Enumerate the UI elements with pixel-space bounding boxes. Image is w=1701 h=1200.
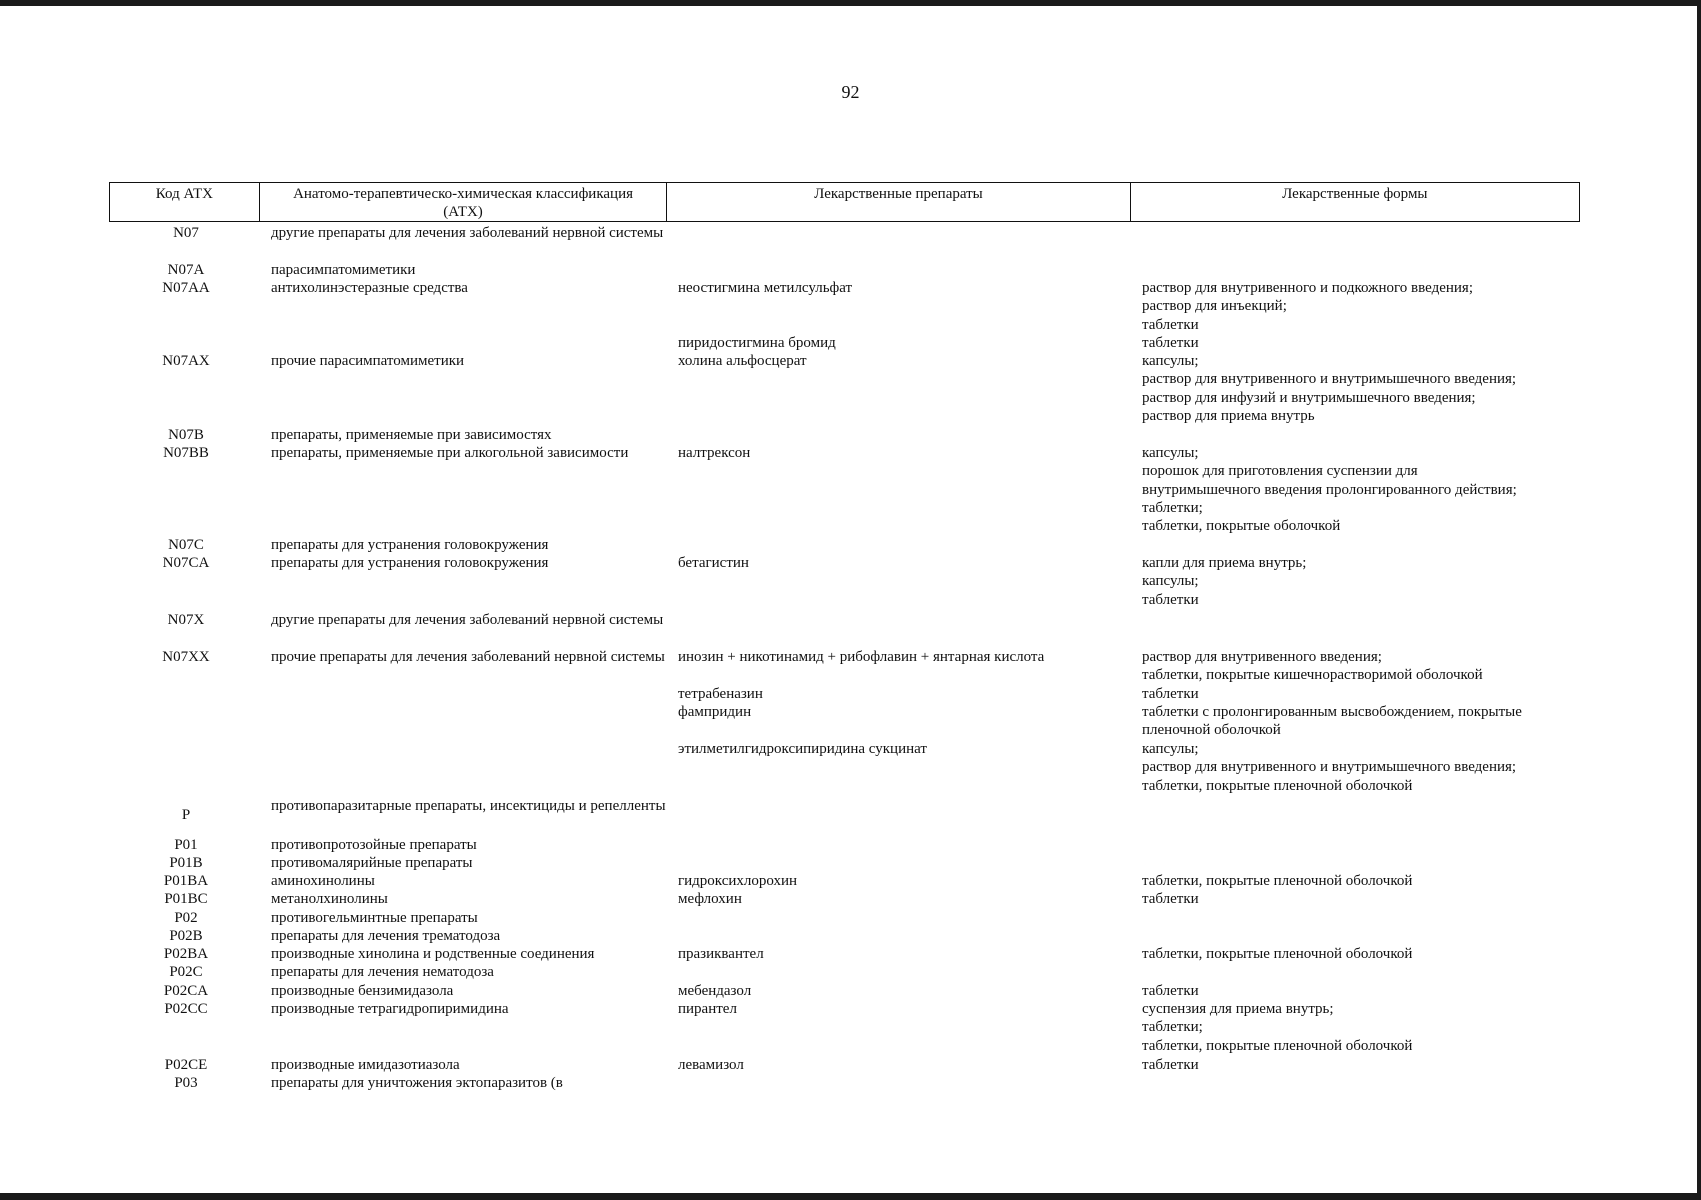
cell-drug: левамизол <box>678 1057 744 1073</box>
cell-atc-code: N07B <box>168 427 204 443</box>
cell-dosage-forms: таблетки <box>1142 983 1199 999</box>
cell-atc-classification: препараты для лечения нематодоза <box>271 964 494 980</box>
cell-atc-classification: препараты для лечения трематодоза <box>271 928 501 944</box>
cell-drug: этилметилгидроксипиридина сукцинат <box>678 741 927 757</box>
cell-atc-classification: аминохинолины <box>271 873 375 889</box>
cell-dosage-forms: суспензия для приема внутрь; таблетки; таблетки, покрытые пленочной оболочкой <box>1142 1001 1413 1054</box>
cell-dosage-forms: таблетки <box>1142 891 1199 907</box>
header-drugs: Лекарственные препараты <box>667 183 1130 221</box>
cell-atc-classification: противопаразитарные препараты, инсектициды и репелленты <box>271 798 666 814</box>
cell-atc-classification: производные бензимидазола <box>271 983 454 999</box>
cell-atc-classification: препараты, применяемые при зависимостях <box>271 427 552 443</box>
cell-atc-code: P02CC <box>164 1001 208 1017</box>
header-atc-classification: Анатомо-терапевтическо-химическая классификация (АТХ) <box>260 183 667 221</box>
cell-atc-code: P02CA <box>163 983 209 999</box>
cell-dosage-forms: таблетки, покрытые пленочной оболочкой <box>1142 946 1413 962</box>
cell-atc-code: P03 <box>174 1075 198 1091</box>
cell-atc-classification: парасимпатомиметики <box>271 262 416 278</box>
cell-drug: гидроксихлорохин <box>678 873 798 889</box>
cell-atc-code: N07A <box>167 262 205 278</box>
cell-drug: пирантел <box>678 1001 737 1017</box>
cell-atc-classification: прочие парасимпатомиметики <box>271 353 465 369</box>
header-atc-code: Код АТХ <box>110 183 260 221</box>
cell-atc-code: N07CA <box>162 555 210 571</box>
cell-atc-classification: препараты для устранения головокружения <box>271 555 549 571</box>
cell-dosage-forms: таблетки, покрытые пленочной оболочкой <box>1142 873 1413 889</box>
cell-dosage-forms: капсулы; раствор для внутривенного и внутримышечного введения; раствор для инфузий и внутримышечного введения; раствор для приема внутрь <box>1142 353 1517 424</box>
cell-atc-classification: противогельминтные препараты <box>271 910 478 926</box>
cell-atc-code: N07AX <box>162 353 210 369</box>
cell-atc-classification: препараты для уничтожения эктопаразитов (в <box>271 1075 563 1091</box>
cell-dosage-forms: раствор для внутривенного введения; таблетки, покрытые кишечнорастворимой оболочкой <box>1142 649 1483 684</box>
cell-atc-classification: препараты, применяемые при алкогольной зависимости <box>271 445 629 461</box>
cell-dosage-forms: таблетки <box>1142 335 1199 351</box>
cell-atc-code: P02BA <box>163 946 209 962</box>
cell-atc-classification: производные имидазотиазола <box>271 1057 460 1073</box>
cell-atc-code: P02B <box>169 928 203 944</box>
cell-atc-classification: производные тетрагидропиримидина <box>271 1001 509 1017</box>
cell-dosage-forms: капсулы; раствор для внутривенного и внутримышечного введения; таблетки, покрытые пленочной оболочкой <box>1142 741 1517 794</box>
cell-atc-classification: противомалярийные препараты <box>271 855 473 871</box>
cell-dosage-forms: таблетки <box>1142 1057 1199 1073</box>
page-number: 92 <box>841 82 860 102</box>
cell-atc-code: P <box>181 807 191 823</box>
cell-atc-code: N07XX <box>162 649 210 665</box>
cell-atc-code: P01 <box>174 837 198 853</box>
cell-drug: пиридостигмина бромид <box>678 335 836 351</box>
cell-drug: мебендазол <box>678 983 752 999</box>
cell-drug: мефлохин <box>678 891 742 907</box>
cell-atc-code: N07BB <box>163 445 209 461</box>
cell-atc-classification: антихолинэстеразные средства <box>271 280 468 296</box>
cell-atc-code: P01BC <box>164 891 208 907</box>
cell-atc-code: P02CE <box>164 1057 208 1073</box>
cell-atc-code: N07C <box>168 537 204 553</box>
cell-drug: фампридин <box>678 704 752 720</box>
cell-atc-classification: прочие препараты для лечения заболеваний нервной системы <box>271 649 665 665</box>
cell-atc-code: N07 <box>173 225 199 241</box>
header-dosage-forms: Лекарственные формы <box>1282 186 1428 202</box>
cell-atc-code: P02 <box>174 910 198 926</box>
cell-atc-code: P02C <box>169 964 203 980</box>
cell-drug: празиквантел <box>678 946 764 962</box>
cell-drug: бетагистин <box>678 555 749 571</box>
cell-atc-classification: препараты для устранения головокружения <box>271 537 549 553</box>
cell-atc-code: N07AA <box>162 280 210 296</box>
cell-atc-classification: другие препараты для лечения заболеваний нервной системы <box>271 225 664 241</box>
cell-atc-classification: метанолхинолины <box>271 891 388 907</box>
cell-drug: тетрабеназин <box>678 686 763 702</box>
cell-atc-code: P01BA <box>163 873 209 889</box>
cell-dosage-forms: таблетки с пролонгированным высвобождением, покрытые пленочной оболочкой <box>1142 704 1522 739</box>
cell-atc-classification: производные хинолина и родственные соединения <box>271 946 595 962</box>
cell-drug: холина альфосцерат <box>678 353 807 369</box>
cell-dosage-forms: таблетки <box>1142 686 1199 702</box>
cell-dosage-forms: капсулы; порошок для приготовления суспензии для внутримышечного введения пролонгированного действия; таблетки; таблетки, покрытые оболочкой <box>1142 445 1517 535</box>
cell-atc-code: P01B <box>169 855 203 871</box>
cell-atc-code: N07X <box>167 612 205 628</box>
cell-drug: налтрексон <box>678 445 751 461</box>
cell-dosage-forms: раствор для внутривенного и подкожного введения; раствор для инъекций; таблетки <box>1142 280 1474 333</box>
cell-drug: инозин + никотинамид + рибофлавин + янтарная кислота <box>678 649 1045 665</box>
cell-dosage-forms: капли для приема внутрь; капсулы; таблетки <box>1142 555 1307 608</box>
cell-drug: неостигмина метилсульфат <box>678 280 853 296</box>
cell-atc-classification: другие препараты для лечения заболеваний нервной системы <box>271 612 664 628</box>
cell-atc-classification: противопротозойные препараты <box>271 837 477 853</box>
